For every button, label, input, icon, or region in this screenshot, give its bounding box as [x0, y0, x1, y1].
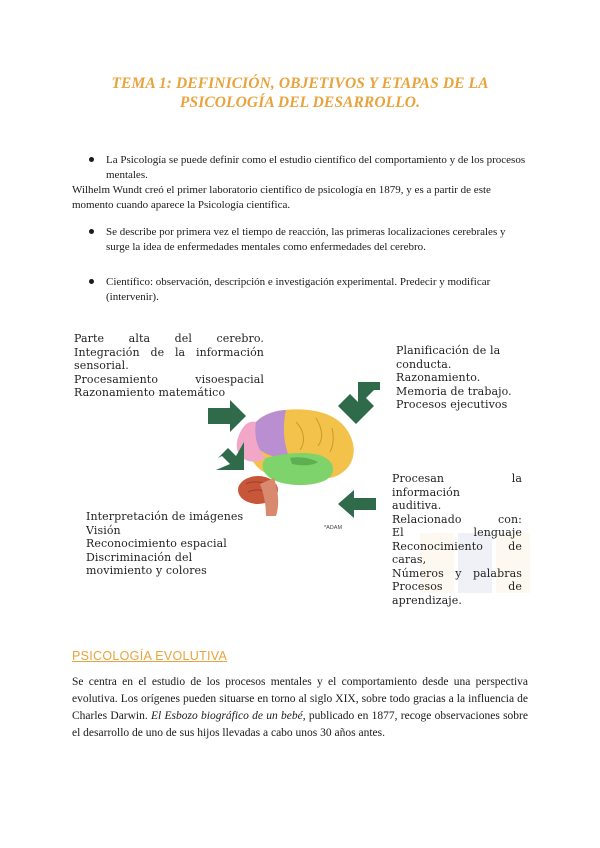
caption-line: Razonamiento. [396, 371, 481, 384]
arrow-down-left-icon [338, 382, 380, 424]
caption-line: Procesamiento visoespacial [74, 372, 264, 386]
caption-bottom-left [86, 510, 266, 578]
section-paragraph [72, 674, 528, 742]
arrow-right-icon [208, 400, 246, 432]
bullet-text: Se describe por primera vez el tiempo de reacción, las primeras localizaciones cerebrales y surge la idea de enfermedades mentales como enfermedades del cerebro. [106, 226, 506, 253]
brain-illustration [237, 409, 354, 516]
caption-line: El lenguaje [392, 526, 522, 539]
caption-line: Reconocimiento de caras, [392, 539, 522, 566]
bullet-item [106, 225, 528, 255]
caption-line: auditiva. [392, 499, 442, 512]
brain-figure [60, 318, 540, 607]
caption-line: sensorial. [74, 359, 129, 372]
caption-top-right [396, 344, 536, 412]
bullet-dot-icon [89, 279, 94, 284]
paragraph-text: Se centra en el estudio de los procesos mentales y el comportamiento desde una perspectiva evolutiva. Los orígenes pueden situarse en torno al siglo XIX, sobre todo gracias a la influencia de Charles Darwin. [72, 676, 528, 722]
caption-line: Procesos ejecutivos [396, 398, 508, 411]
caption-line: Procesan la información [392, 472, 522, 499]
caption-line: Parte alta del cerebro. [74, 332, 264, 345]
caption-line: Memoria de trabajo. [396, 384, 512, 398]
image-credit: *ADAM [324, 525, 343, 531]
bullet-item [106, 153, 528, 183]
caption-line: Relacionado con: [392, 512, 522, 526]
caption-line: Discriminación del [86, 550, 193, 564]
book-title: El Esbozo biográfico de un bebé [151, 710, 303, 722]
section-heading: PSICOLOGÍA EVOLUTIVA [72, 649, 228, 663]
caption-line: Procesos de aprendizaje. [392, 580, 522, 607]
caption-line: Reconocimiento espacial [86, 537, 227, 550]
caption-line: movimiento y colores [86, 564, 207, 577]
caption-bottom-right [392, 472, 522, 607]
bullet-item [106, 275, 528, 305]
title-line-2: PSICOLOGÍA DEL DESARROLLO. [179, 94, 421, 111]
bullet-text: La Psicología se puede definir como el estudio científico del comportamiento y de los procesos mentales. [106, 154, 526, 181]
caption-line: Números y palabras [392, 566, 522, 580]
caption-line: conducta. [396, 357, 452, 371]
caption-line: Planificación de la [396, 344, 501, 357]
page-title [60, 74, 540, 112]
arrow-left-icon [338, 490, 376, 518]
wundt-paragraph: Wilhelm Wundt creó el primer laboratorio científico de psicología en 1879, y es a partir de este momento cuando aparece la Psicología científica. [72, 184, 491, 211]
caption-line: Razonamiento matemático [74, 386, 226, 399]
title-line-1: TEMA 1: DEFINICIÓN, OBJETIVOS Y ETAPAS DE LA [111, 75, 489, 92]
caption-line: Integración de la información [74, 345, 264, 359]
caption-top-left [74, 332, 264, 400]
bullet-dot-icon [89, 157, 94, 162]
paragraph-text: , publicado en 1877, recoge observaciones sobre el desarrollo de uno de sus hijos llevadas a cabo unos 30 años antes. [72, 710, 528, 739]
bullet-dot-icon [89, 229, 94, 234]
caption-line: Interpretación de imágenes [86, 510, 244, 523]
bullet-text: Científico: observación, descripción e investigación experimental. Predecir y modificar (intervenir). [106, 276, 491, 303]
caption-line: Visión [86, 523, 121, 537]
